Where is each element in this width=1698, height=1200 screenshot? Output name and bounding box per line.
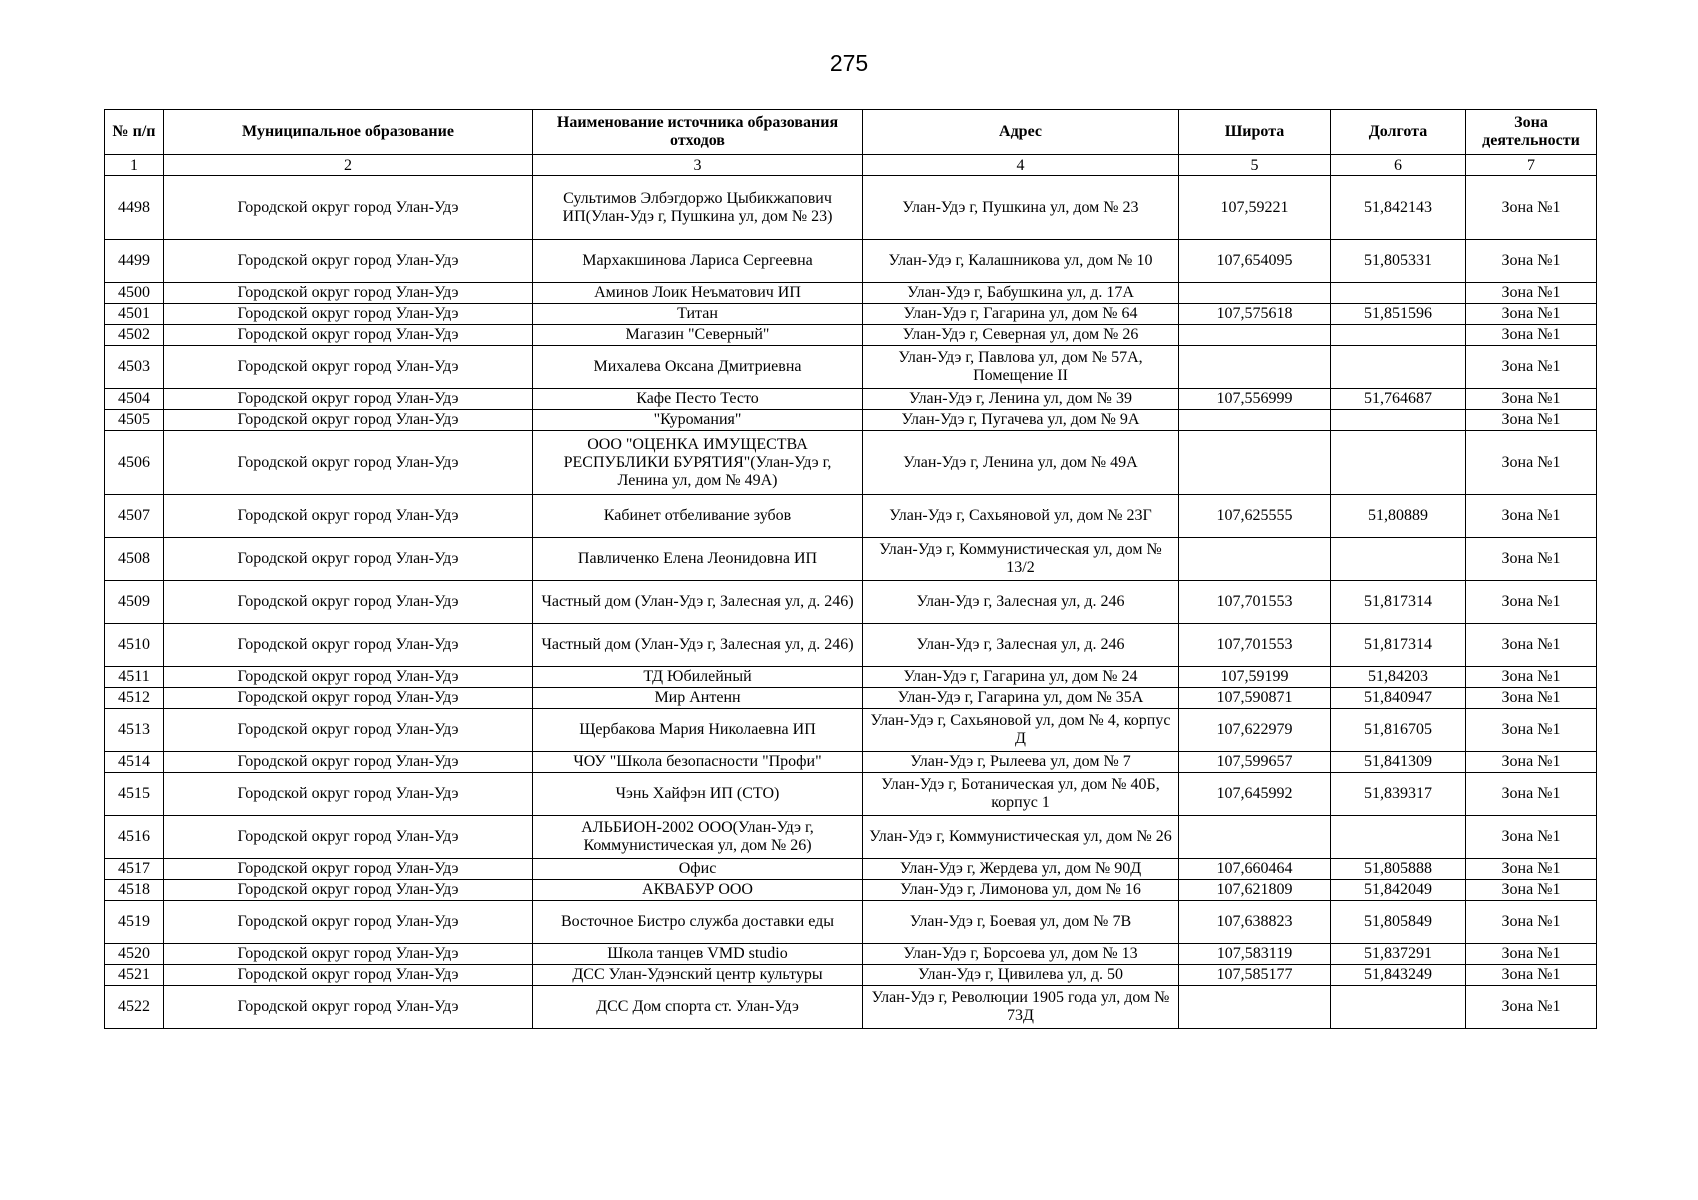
cell-number: 4518 (105, 880, 164, 901)
header-longitude: Долгота (1331, 110, 1466, 155)
cell-source-name: Павличенко Елена Леонидовна ИП (533, 538, 863, 581)
table-row (105, 752, 1597, 773)
cell-zone: Зона №1 (1466, 859, 1597, 880)
column-numbers-row (105, 155, 1597, 176)
cell-longitude (1331, 346, 1466, 389)
table-row (105, 495, 1597, 538)
table-row (105, 410, 1597, 431)
cell-latitude: 107,625555 (1179, 495, 1331, 538)
cell-address: Улан-Удэ г, Коммунистическая ул, дом № 26 (863, 816, 1179, 859)
cell-number: 4516 (105, 816, 164, 859)
cell-source-name: ЧОУ "Школа безопасности "Профи" (533, 752, 863, 773)
cell-latitude: 107,556999 (1179, 389, 1331, 410)
cell-longitude (1331, 816, 1466, 859)
cell-zone: Зона №1 (1466, 495, 1597, 538)
cell-number: 4512 (105, 688, 164, 709)
cell-latitude: 107,660464 (1179, 859, 1331, 880)
table-row (105, 624, 1597, 667)
cell-source-name: Чэнь Хайфэн ИП (СТО) (533, 773, 863, 816)
cell-longitude (1331, 283, 1466, 304)
cell-longitude: 51,851596 (1331, 304, 1466, 325)
cell-source-name: Щербакова Мария Николаевна ИП (533, 709, 863, 752)
cell-latitude: 107,585177 (1179, 965, 1331, 986)
cell-longitude: 51,80889 (1331, 495, 1466, 538)
cell-address: Улан-Удэ г, Коммунистическая ул, дом № 13/2 (863, 538, 1179, 581)
cell-number: 4511 (105, 667, 164, 688)
cell-number: 4505 (105, 410, 164, 431)
cell-municipality: Городской округ город Улан-Удэ (164, 283, 533, 304)
cell-latitude: 107,645992 (1179, 773, 1331, 816)
cell-latitude: 107,621809 (1179, 880, 1331, 901)
table-body (105, 176, 1597, 1029)
cell-municipality: Городской округ город Улан-Удэ (164, 752, 533, 773)
cell-source-name: ТД Юбилейный (533, 667, 863, 688)
cell-latitude: 107,590871 (1179, 688, 1331, 709)
cell-latitude: 107,701553 (1179, 624, 1331, 667)
cell-municipality: Городской округ город Улан-Удэ (164, 709, 533, 752)
table-row (105, 965, 1597, 986)
column-number: 3 (533, 155, 863, 176)
cell-municipality: Городской округ город Улан-Удэ (164, 859, 533, 880)
table-row (105, 581, 1597, 624)
cell-longitude: 51,805888 (1331, 859, 1466, 880)
cell-zone: Зона №1 (1466, 346, 1597, 389)
cell-zone: Зона №1 (1466, 624, 1597, 667)
cell-municipality: Городской округ город Улан-Удэ (164, 176, 533, 240)
table-row (105, 773, 1597, 816)
cell-address: Улан-Удэ г, Гагарина ул, дом № 24 (863, 667, 1179, 688)
table-row (105, 389, 1597, 410)
cell-longitude: 51,805331 (1331, 240, 1466, 283)
cell-address: Улан-Удэ г, Пугачева ул, дом № 9А (863, 410, 1179, 431)
cell-number: 4509 (105, 581, 164, 624)
cell-longitude: 51,843249 (1331, 965, 1466, 986)
cell-address: Улан-Удэ г, Лимонова ул, дом № 16 (863, 880, 1179, 901)
cell-zone: Зона №1 (1466, 176, 1597, 240)
cell-source-name: АЛЬБИОН-2002 ООО(Улан-Удэ г, Коммунистическая ул, дом № 26) (533, 816, 863, 859)
cell-source-name: Мир Антенн (533, 688, 863, 709)
cell-longitude (1331, 325, 1466, 346)
cell-latitude: 107,599657 (1179, 752, 1331, 773)
cell-longitude (1331, 986, 1466, 1029)
cell-address: Улан-Удэ г, Рылеева ул, дом № 7 (863, 752, 1179, 773)
cell-longitude: 51,840947 (1331, 688, 1466, 709)
cell-longitude (1331, 431, 1466, 495)
header-number: № п/п (105, 110, 164, 155)
cell-address: Улан-Удэ г, Борсоева ул, дом № 13 (863, 944, 1179, 965)
cell-number: 4507 (105, 495, 164, 538)
table-header-row (105, 110, 1597, 155)
cell-municipality: Городской округ город Улан-Удэ (164, 901, 533, 944)
cell-latitude: 107,59199 (1179, 667, 1331, 688)
cell-address: Улан-Удэ г, Залесная ул, д. 246 (863, 624, 1179, 667)
cell-number: 4502 (105, 325, 164, 346)
table-row (105, 325, 1597, 346)
cell-longitude: 51,837291 (1331, 944, 1466, 965)
table-row (105, 880, 1597, 901)
cell-latitude: 107,59221 (1179, 176, 1331, 240)
cell-longitude: 51,841309 (1331, 752, 1466, 773)
table-row (105, 304, 1597, 325)
table-row (105, 688, 1597, 709)
cell-address: Улан-Удэ г, Революции 1905 года ул, дом № 73Д (863, 986, 1179, 1029)
cell-zone: Зона №1 (1466, 240, 1597, 283)
table-row (105, 667, 1597, 688)
cell-address: Улан-Удэ г, Сахьяновой ул, дом № 23Г (863, 495, 1179, 538)
cell-address: Улан-Удэ г, Ботаническая ул, дом № 40Б, корпус 1 (863, 773, 1179, 816)
cell-latitude (1179, 283, 1331, 304)
table-row (105, 346, 1597, 389)
cell-zone: Зона №1 (1466, 431, 1597, 495)
header-zone: Зона деятельности (1466, 110, 1597, 155)
cell-number: 4499 (105, 240, 164, 283)
table-row (105, 431, 1597, 495)
cell-zone: Зона №1 (1466, 709, 1597, 752)
cell-municipality: Городской округ город Улан-Удэ (164, 624, 533, 667)
cell-latitude (1179, 431, 1331, 495)
cell-zone: Зона №1 (1466, 880, 1597, 901)
cell-latitude: 107,575618 (1179, 304, 1331, 325)
cell-municipality: Городской округ город Улан-Удэ (164, 304, 533, 325)
cell-number: 4515 (105, 773, 164, 816)
column-number: 7 (1466, 155, 1597, 176)
cell-address: Улан-Удэ г, Цивилева ул, д. 50 (863, 965, 1179, 986)
cell-address: Улан-Удэ г, Боевая ул, дом № 7В (863, 901, 1179, 944)
cell-number: 4506 (105, 431, 164, 495)
cell-source-name: Титан (533, 304, 863, 325)
cell-latitude: 107,583119 (1179, 944, 1331, 965)
cell-municipality: Городской округ город Улан-Удэ (164, 410, 533, 431)
cell-municipality: Городской округ город Улан-Удэ (164, 431, 533, 495)
cell-source-name: Кафе Песто Тесто (533, 389, 863, 410)
cell-number: 4513 (105, 709, 164, 752)
cell-zone: Зона №1 (1466, 773, 1597, 816)
header-address: Адрес (863, 110, 1179, 155)
cell-latitude: 107,654095 (1179, 240, 1331, 283)
cell-municipality: Городской округ город Улан-Удэ (164, 389, 533, 410)
cell-number: 4522 (105, 986, 164, 1029)
cell-zone: Зона №1 (1466, 581, 1597, 624)
cell-number: 4517 (105, 859, 164, 880)
cell-zone: Зона №1 (1466, 410, 1597, 431)
cell-municipality: Городской округ город Улан-Удэ (164, 688, 533, 709)
cell-address: Улан-Удэ г, Бабушкина ул, д. 17А (863, 283, 1179, 304)
table-row (105, 240, 1597, 283)
cell-municipality: Городской округ город Улан-Удэ (164, 965, 533, 986)
table-row (105, 538, 1597, 581)
cell-municipality: Городской округ город Улан-Удэ (164, 816, 533, 859)
cell-longitude: 51,842049 (1331, 880, 1466, 901)
cell-zone: Зона №1 (1466, 752, 1597, 773)
cell-zone: Зона №1 (1466, 304, 1597, 325)
cell-number: 4501 (105, 304, 164, 325)
cell-longitude: 51,817314 (1331, 581, 1466, 624)
cell-zone: Зона №1 (1466, 538, 1597, 581)
cell-zone: Зона №1 (1466, 944, 1597, 965)
cell-latitude (1179, 325, 1331, 346)
cell-number: 4514 (105, 752, 164, 773)
cell-latitude (1179, 538, 1331, 581)
cell-municipality: Городской округ город Улан-Удэ (164, 667, 533, 688)
cell-source-name: ДСС Дом спорта ст. Улан-Удэ (533, 986, 863, 1029)
cell-address: Улан-Удэ г, Калашникова ул, дом № 10 (863, 240, 1179, 283)
cell-number: 4508 (105, 538, 164, 581)
cell-municipality: Городской округ город Улан-Удэ (164, 581, 533, 624)
page-number: 275 (829, 50, 869, 76)
table-row (105, 986, 1597, 1029)
cell-number: 4519 (105, 901, 164, 944)
cell-number: 4503 (105, 346, 164, 389)
cell-longitude (1331, 538, 1466, 581)
cell-address: Улан-Удэ г, Северная ул, дом № 26 (863, 325, 1179, 346)
cell-zone: Зона №1 (1466, 389, 1597, 410)
table-row (105, 944, 1597, 965)
cell-municipality: Городской округ город Улан-Удэ (164, 880, 533, 901)
column-number: 6 (1331, 155, 1466, 176)
cell-source-name: Школа танцев VMD studio (533, 944, 863, 965)
cell-zone: Зона №1 (1466, 667, 1597, 688)
cell-zone: Зона №1 (1466, 901, 1597, 944)
column-number: 1 (105, 155, 164, 176)
cell-municipality: Городской округ город Улан-Удэ (164, 346, 533, 389)
header-latitude: Широта (1179, 110, 1331, 155)
cell-municipality: Городской округ город Улан-Удэ (164, 495, 533, 538)
table-row (105, 176, 1597, 240)
table-row (105, 816, 1597, 859)
cell-address: Улан-Удэ г, Жердева ул, дом № 90Д (863, 859, 1179, 880)
cell-latitude (1179, 410, 1331, 431)
cell-number: 4520 (105, 944, 164, 965)
cell-source-name: "Куромания" (533, 410, 863, 431)
cell-longitude (1331, 410, 1466, 431)
cell-longitude: 51,839317 (1331, 773, 1466, 816)
table-row (105, 709, 1597, 752)
cell-source-name: АКВАБУР ООО (533, 880, 863, 901)
cell-address: Улан-Удэ г, Залесная ул, д. 246 (863, 581, 1179, 624)
cell-source-name: ООО "ОЦЕНКА ИМУЩЕСТВА РЕСПУБЛИКИ БУРЯТИЯ"(Улан-Удэ г, Ленина ул, дом № 49А) (533, 431, 863, 495)
cell-latitude (1179, 346, 1331, 389)
cell-address: Улан-Удэ г, Ленина ул, дом № 39 (863, 389, 1179, 410)
cell-number: 4500 (105, 283, 164, 304)
cell-source-name: Аминов Лоик Неъматович ИП (533, 283, 863, 304)
waste-sources-table (104, 109, 1597, 1029)
table-row (105, 901, 1597, 944)
cell-source-name: Мархакшинова Лариса Сергеевна (533, 240, 863, 283)
cell-address: Улан-Удэ г, Гагарина ул, дом № 35А (863, 688, 1179, 709)
cell-latitude: 107,638823 (1179, 901, 1331, 944)
table-row (105, 283, 1597, 304)
cell-source-name: ДСС Улан-Удэнский центр культуры (533, 965, 863, 986)
cell-municipality: Городской округ город Улан-Удэ (164, 538, 533, 581)
cell-number: 4510 (105, 624, 164, 667)
cell-source-name: Частный дом (Улан-Удэ г, Залесная ул, д. 246) (533, 581, 863, 624)
cell-longitude: 51,764687 (1331, 389, 1466, 410)
column-number: 4 (863, 155, 1179, 176)
cell-longitude: 51,842143 (1331, 176, 1466, 240)
column-number: 5 (1179, 155, 1331, 176)
cell-zone: Зона №1 (1466, 986, 1597, 1029)
column-number: 2 (164, 155, 533, 176)
cell-latitude: 107,701553 (1179, 581, 1331, 624)
cell-zone: Зона №1 (1466, 688, 1597, 709)
cell-source-name: Сультимов Элбэгдоржо Цыбикжапович ИП(Улан-Удэ г, Пушкина ул, дом № 23) (533, 176, 863, 240)
header-source-name: Наименование источника образования отходов (533, 110, 863, 155)
cell-municipality: Городской округ город Улан-Удэ (164, 944, 533, 965)
cell-municipality: Городской округ город Улан-Удэ (164, 773, 533, 816)
cell-municipality: Городской округ город Улан-Удэ (164, 325, 533, 346)
cell-zone: Зона №1 (1466, 816, 1597, 859)
cell-zone: Зона №1 (1466, 283, 1597, 304)
cell-address: Улан-Удэ г, Сахьяновой ул, дом № 4, корпус Д (863, 709, 1179, 752)
cell-longitude: 51,805849 (1331, 901, 1466, 944)
table-row (105, 859, 1597, 880)
cell-zone: Зона №1 (1466, 325, 1597, 346)
cell-zone: Зона №1 (1466, 965, 1597, 986)
cell-latitude (1179, 816, 1331, 859)
cell-longitude: 51,816705 (1331, 709, 1466, 752)
cell-municipality: Городской округ город Улан-Удэ (164, 986, 533, 1029)
cell-source-name: Михалева Оксана Дмитриевна (533, 346, 863, 389)
cell-source-name: Кабинет отбеливание зубов (533, 495, 863, 538)
cell-source-name: Офис (533, 859, 863, 880)
cell-address: Улан-Удэ г, Павлова ул, дом № 57А, Помещение II (863, 346, 1179, 389)
cell-source-name: Восточное Бистро служба доставки еды (533, 901, 863, 944)
cell-number: 4521 (105, 965, 164, 986)
cell-address: Улан-Удэ г, Гагарина ул, дом № 64 (863, 304, 1179, 325)
header-municipality: Муниципальное образование (164, 110, 533, 155)
cell-longitude: 51,817314 (1331, 624, 1466, 667)
cell-number: 4504 (105, 389, 164, 410)
cell-latitude: 107,622979 (1179, 709, 1331, 752)
cell-municipality: Городской округ город Улан-Удэ (164, 240, 533, 283)
cell-address: Улан-Удэ г, Ленина ул, дом № 49А (863, 431, 1179, 495)
cell-source-name: Магазин "Северный" (533, 325, 863, 346)
cell-address: Улан-Удэ г, Пушкина ул, дом № 23 (863, 176, 1179, 240)
cell-longitude: 51,84203 (1331, 667, 1466, 688)
cell-number: 4498 (105, 176, 164, 240)
cell-source-name: Частный дом (Улан-Удэ г, Залесная ул, д. 246) (533, 624, 863, 667)
cell-latitude (1179, 986, 1331, 1029)
